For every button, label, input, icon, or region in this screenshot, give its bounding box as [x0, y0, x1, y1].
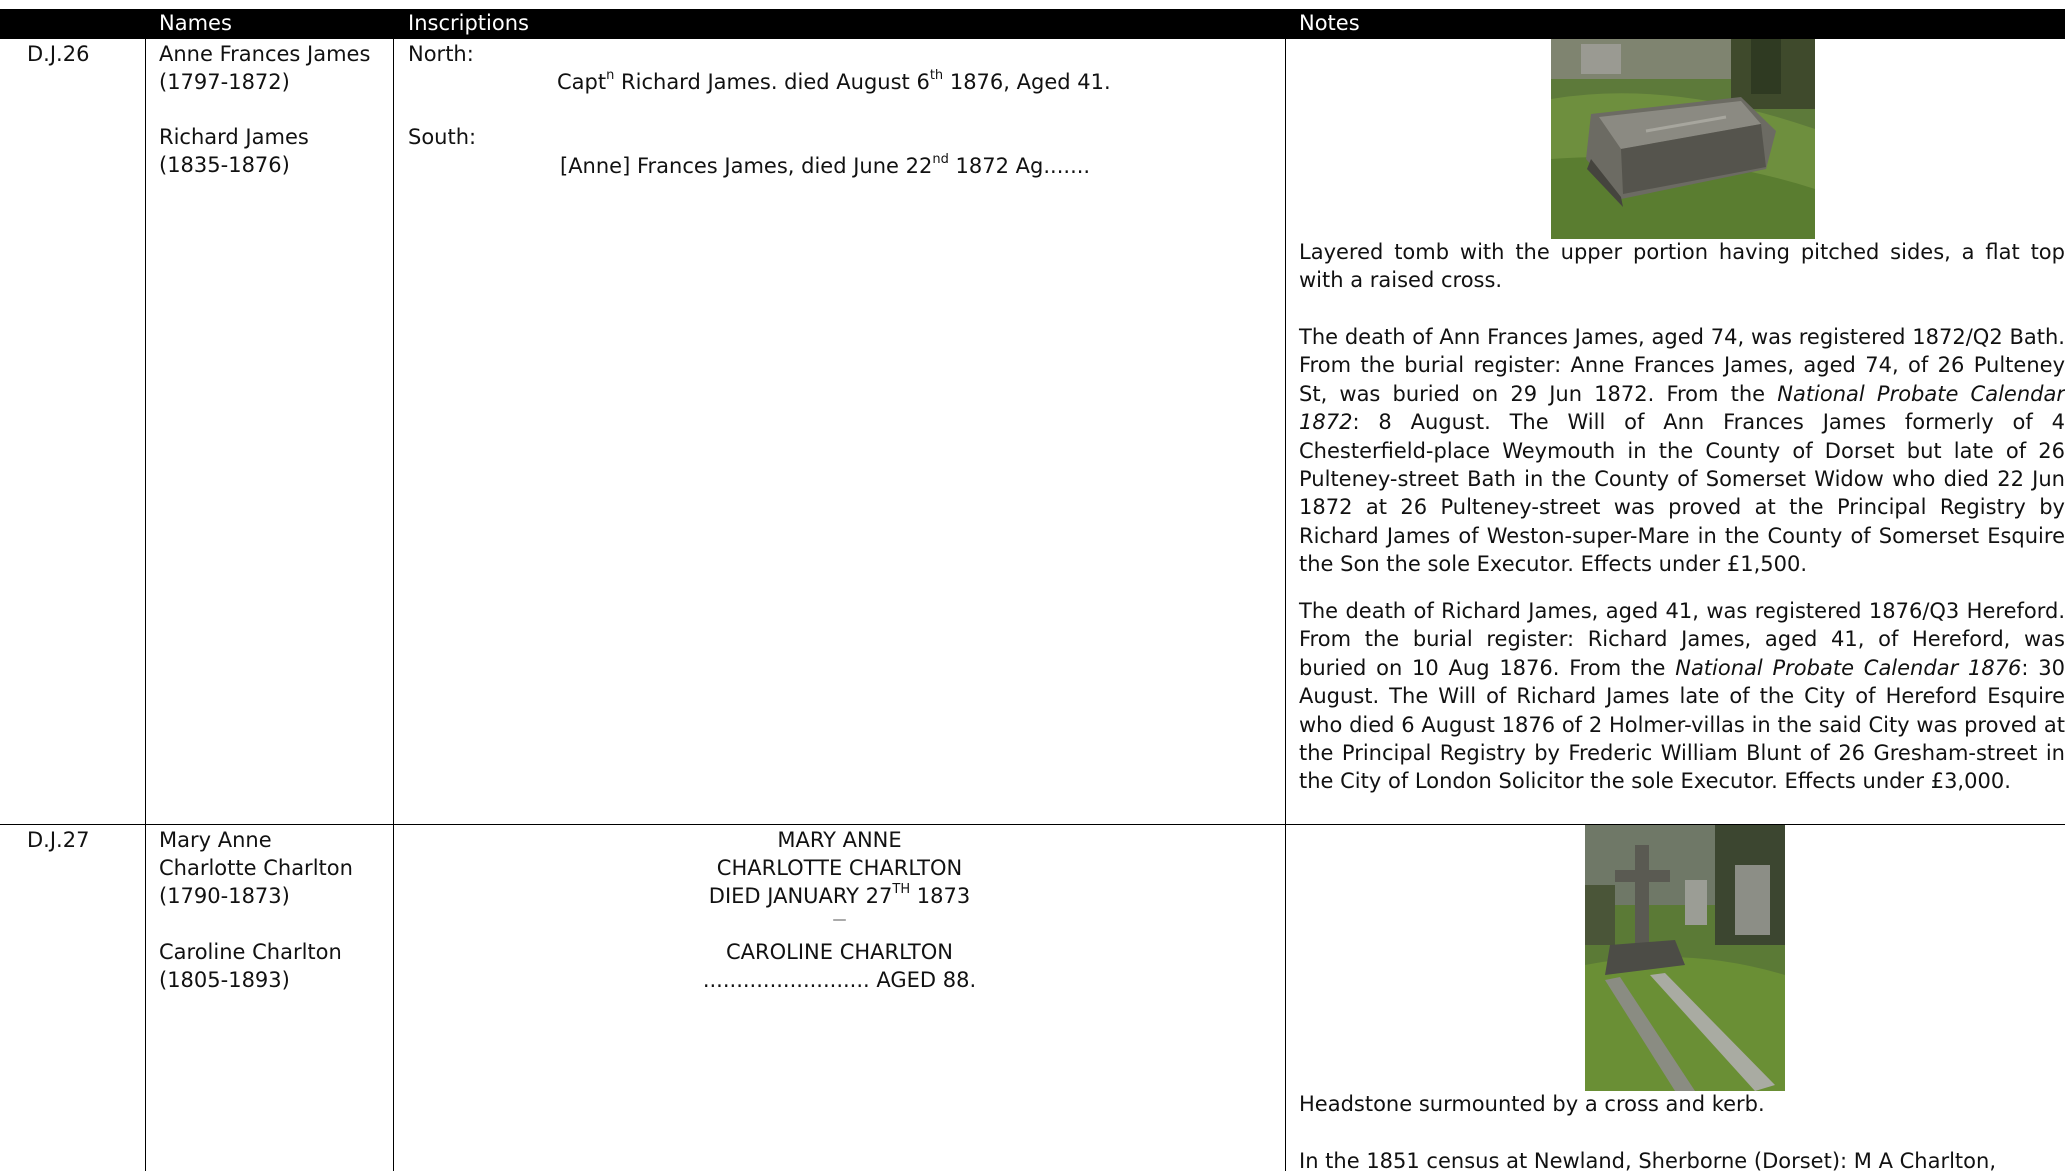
name-line: Caroline Charlton [159, 940, 342, 964]
inscription-south: [Anne] Frances James, died June 22nd 1872 Ag....... [560, 152, 1091, 178]
header-notes: Notes [1299, 11, 1360, 35]
inscription-line: CHARLOTTE CHARLTON [716, 856, 963, 880]
column-divider [145, 39, 146, 1171]
note-paragraph: The death of Richard James, aged 41, was registered 1876/Q3 Hereford. From the burial register: Richard James, aged 41, of Hereford, was buried on 10 Aug 1876. From the National Probate Calendar 1876: 30 August. The Will of Richard James late of the City of Hereford Esquire who died 6 August 1876 of 2 Holmer-villas in the said City was proved at the Principal Registry by Frederic William Blunt of 26 Gresham-street in the City of London Solicitor the sole Executor. Effects under £3,000. [1299, 599, 2065, 794]
inscription-line: DIED JANUARY 27TH 1873 [708, 882, 971, 908]
name-line: (1805-1893) [159, 968, 290, 992]
name-line: Charlotte Charlton [159, 856, 353, 880]
note-paragraph: In the 1851 census at Newland, Sherborne (Dorset): M A Charlton, [1299, 1149, 1996, 1173]
headstone-photo [1585, 825, 1785, 1091]
name-line: Anne Frances James [159, 42, 371, 66]
inscription-dash: — [832, 912, 847, 928]
name-line: (1790-1873) [159, 884, 290, 908]
tomb-photo [1551, 39, 1815, 239]
table-header [0, 9, 2065, 39]
note-paragraph: Headstone surmounted by a cross and kerb. [1299, 1092, 1765, 1116]
column-divider [1285, 39, 1286, 1171]
note-paragraph: The death of Ann Frances James, aged 74, was registered 1872/Q2 Bath. From the burial register: Anne Frances James, aged 74, of 26 Pulteney St, was buried on 29 Jun 1872. From the National Probate Calendar 1872: 8 August. The Will of Ann Frances James formerly of 4 Chesterfield-place Weymouth in the County of Dorset but late of 26 Pulteney-street Bath in the County of Somerset Widow who died 22 Jun 1872 at 26 Pulteney-street was proved at the Principal Registry by Richard James of Weston-super-Mare in the County of Somerset Esquire the Son the sole Executor. Effects under £1,500. [1299, 325, 2065, 577]
inscription-label-south: South: [408, 125, 477, 149]
row-id: D.J.26 [27, 42, 90, 66]
note-paragraph: Layered tomb with the upper portion having pitched sides, a flat top with a raised cross. [1299, 240, 2065, 293]
inscription-north: Capt$^n$ Richard James. died August 6th 1876, Aged 41. [557, 68, 1111, 94]
column-divider [393, 39, 394, 1171]
inscription-label-north: North: [408, 42, 474, 66]
row-id: D.J.27 [27, 828, 90, 852]
name-line: Mary Anne [159, 828, 272, 852]
name-line: (1797-1872) [159, 70, 290, 94]
header-names: Names [159, 11, 232, 35]
header-inscriptions: Inscriptions [408, 11, 529, 35]
name-line: (1835-1876) [159, 153, 290, 177]
inscription-line: CAROLINE CHARLTON [726, 940, 953, 964]
inscription-line: MARY ANNE [777, 828, 902, 852]
name-line: Richard James [159, 125, 309, 149]
inscription-line: ......................... AGED 88. [702, 968, 977, 992]
